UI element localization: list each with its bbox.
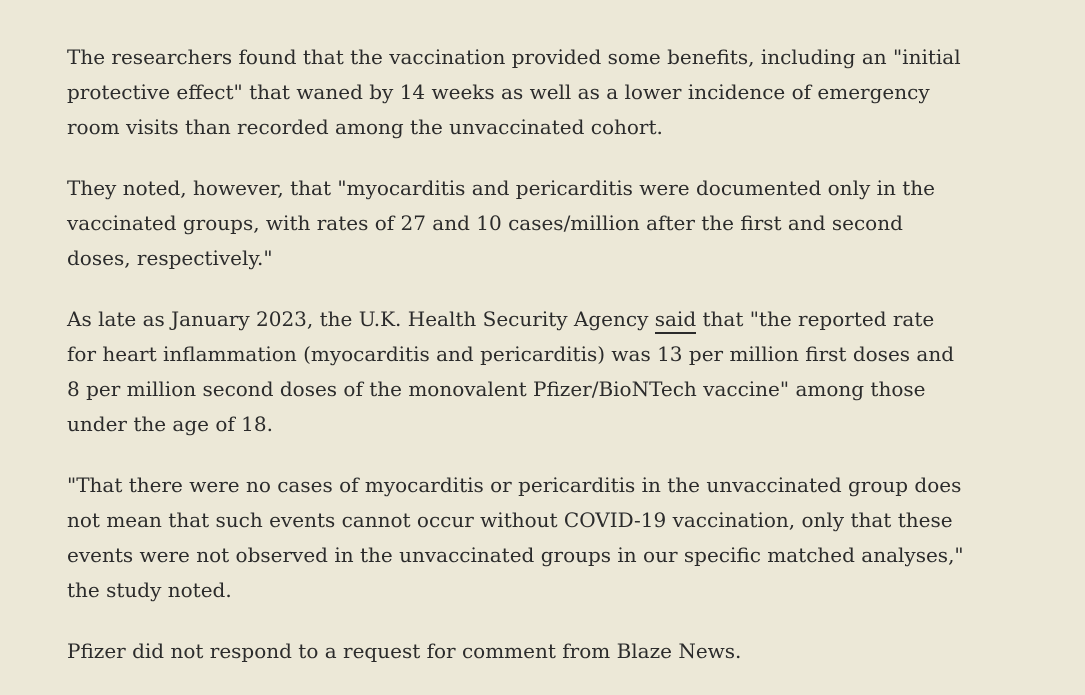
- article-body: [67, 40, 967, 695]
- said-link[interactable]: said: [655, 307, 696, 334]
- paragraph-ukhsa: [67, 302, 967, 442]
- paragraph-pfizer-response: Pfizer did not respond to a request for comment from Blaze News.: [67, 639, 742, 663]
- paragraph-ukhsa-text-before: As late as January 2023, the U.K. Health Security Agency: [67, 307, 655, 331]
- paragraph-myocarditis-rates: They noted, however, that "myocarditis and pericarditis were documented only in the vaccinated groups, with rates of 27 and 10 cases/million after the first and second doses, respectively.": [67, 176, 936, 270]
- paragraph-ukhsa-text-after: that "the reported rate for heart inflammation (myocarditis and pericarditis) was 13 per million first doses and 8 per million second doses of the monovalent Pfizer/BioNTech vaccine" among those under the age of 18.: [67, 307, 955, 436]
- paragraph-study-quote: "That there were no cases of myocarditis or pericarditis in the unvaccinated group does not mean that such events cannot occur without COVID-19 vaccination, only that these events were not observed in the unvaccinated groups in our specific matched analyses," the study noted.: [67, 473, 964, 602]
- paragraph-benefits: The researchers found that the vaccination provided some benefits, including an "initial protective effect" that waned by 14 weeks as well as a lower incidence of emergency room visits than recorded among the unvaccinated cohort.: [67, 45, 961, 139]
